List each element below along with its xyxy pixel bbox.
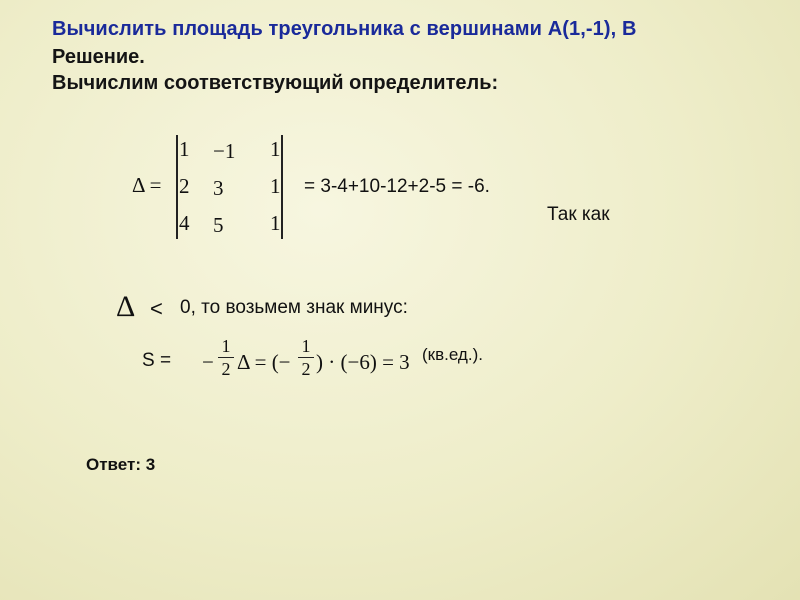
so-since-text: Так как [547, 204, 610, 225]
fraction-numerator: 1 [301, 336, 311, 356]
det-cell-r3c1: 4 [179, 211, 190, 235]
area-delta-equals: Δ = (− [237, 350, 291, 374]
det-cell-r3c3: 1 [270, 211, 281, 235]
area-units: (кв.ед.). [422, 345, 483, 364]
fraction-one-half-second [298, 336, 314, 379]
determinant-intro: Вычислим соответствующий определитель: [52, 72, 499, 94]
problem-title: Вычислить площадь треугольника с вершинами A(1,-1), В [52, 18, 637, 40]
answer-text: Ответ: 3 [86, 455, 156, 474]
solution-label: Решение. [52, 46, 145, 68]
determinant-right-bar [281, 135, 283, 239]
area-minus: − [202, 350, 214, 374]
area-rest: ) · (−6) = 3 [316, 350, 410, 374]
area-label: S = [142, 350, 172, 371]
fraction-bar [298, 357, 314, 358]
fraction-one-half [218, 336, 234, 379]
det-cell-r1c1: 1 [179, 137, 190, 161]
det-cell-r2c3: 1 [270, 174, 281, 198]
det-cell-r1c3: 1 [270, 137, 281, 161]
fraction-bar [218, 357, 234, 358]
delta-equals: Δ = [132, 173, 162, 197]
fraction-denominator: 2 [301, 359, 311, 380]
determinant-left-bar [176, 135, 178, 239]
determinant-result: = 3-4+10-12+2-5 = -6. [304, 176, 490, 197]
det-cell-r1c2: −1 [213, 139, 236, 163]
condition-text: 0, то возьмем знак минус: [180, 297, 408, 318]
det-cell-r2c2: 3 [213, 176, 224, 200]
fraction-numerator: 1 [221, 336, 231, 356]
det-cell-r3c2: 5 [213, 213, 224, 237]
delta-symbol: Δ [116, 290, 136, 323]
det-cell-r2c1: 2 [179, 174, 190, 198]
fraction-denominator: 2 [221, 359, 231, 380]
less-than-sign: < [150, 296, 163, 321]
